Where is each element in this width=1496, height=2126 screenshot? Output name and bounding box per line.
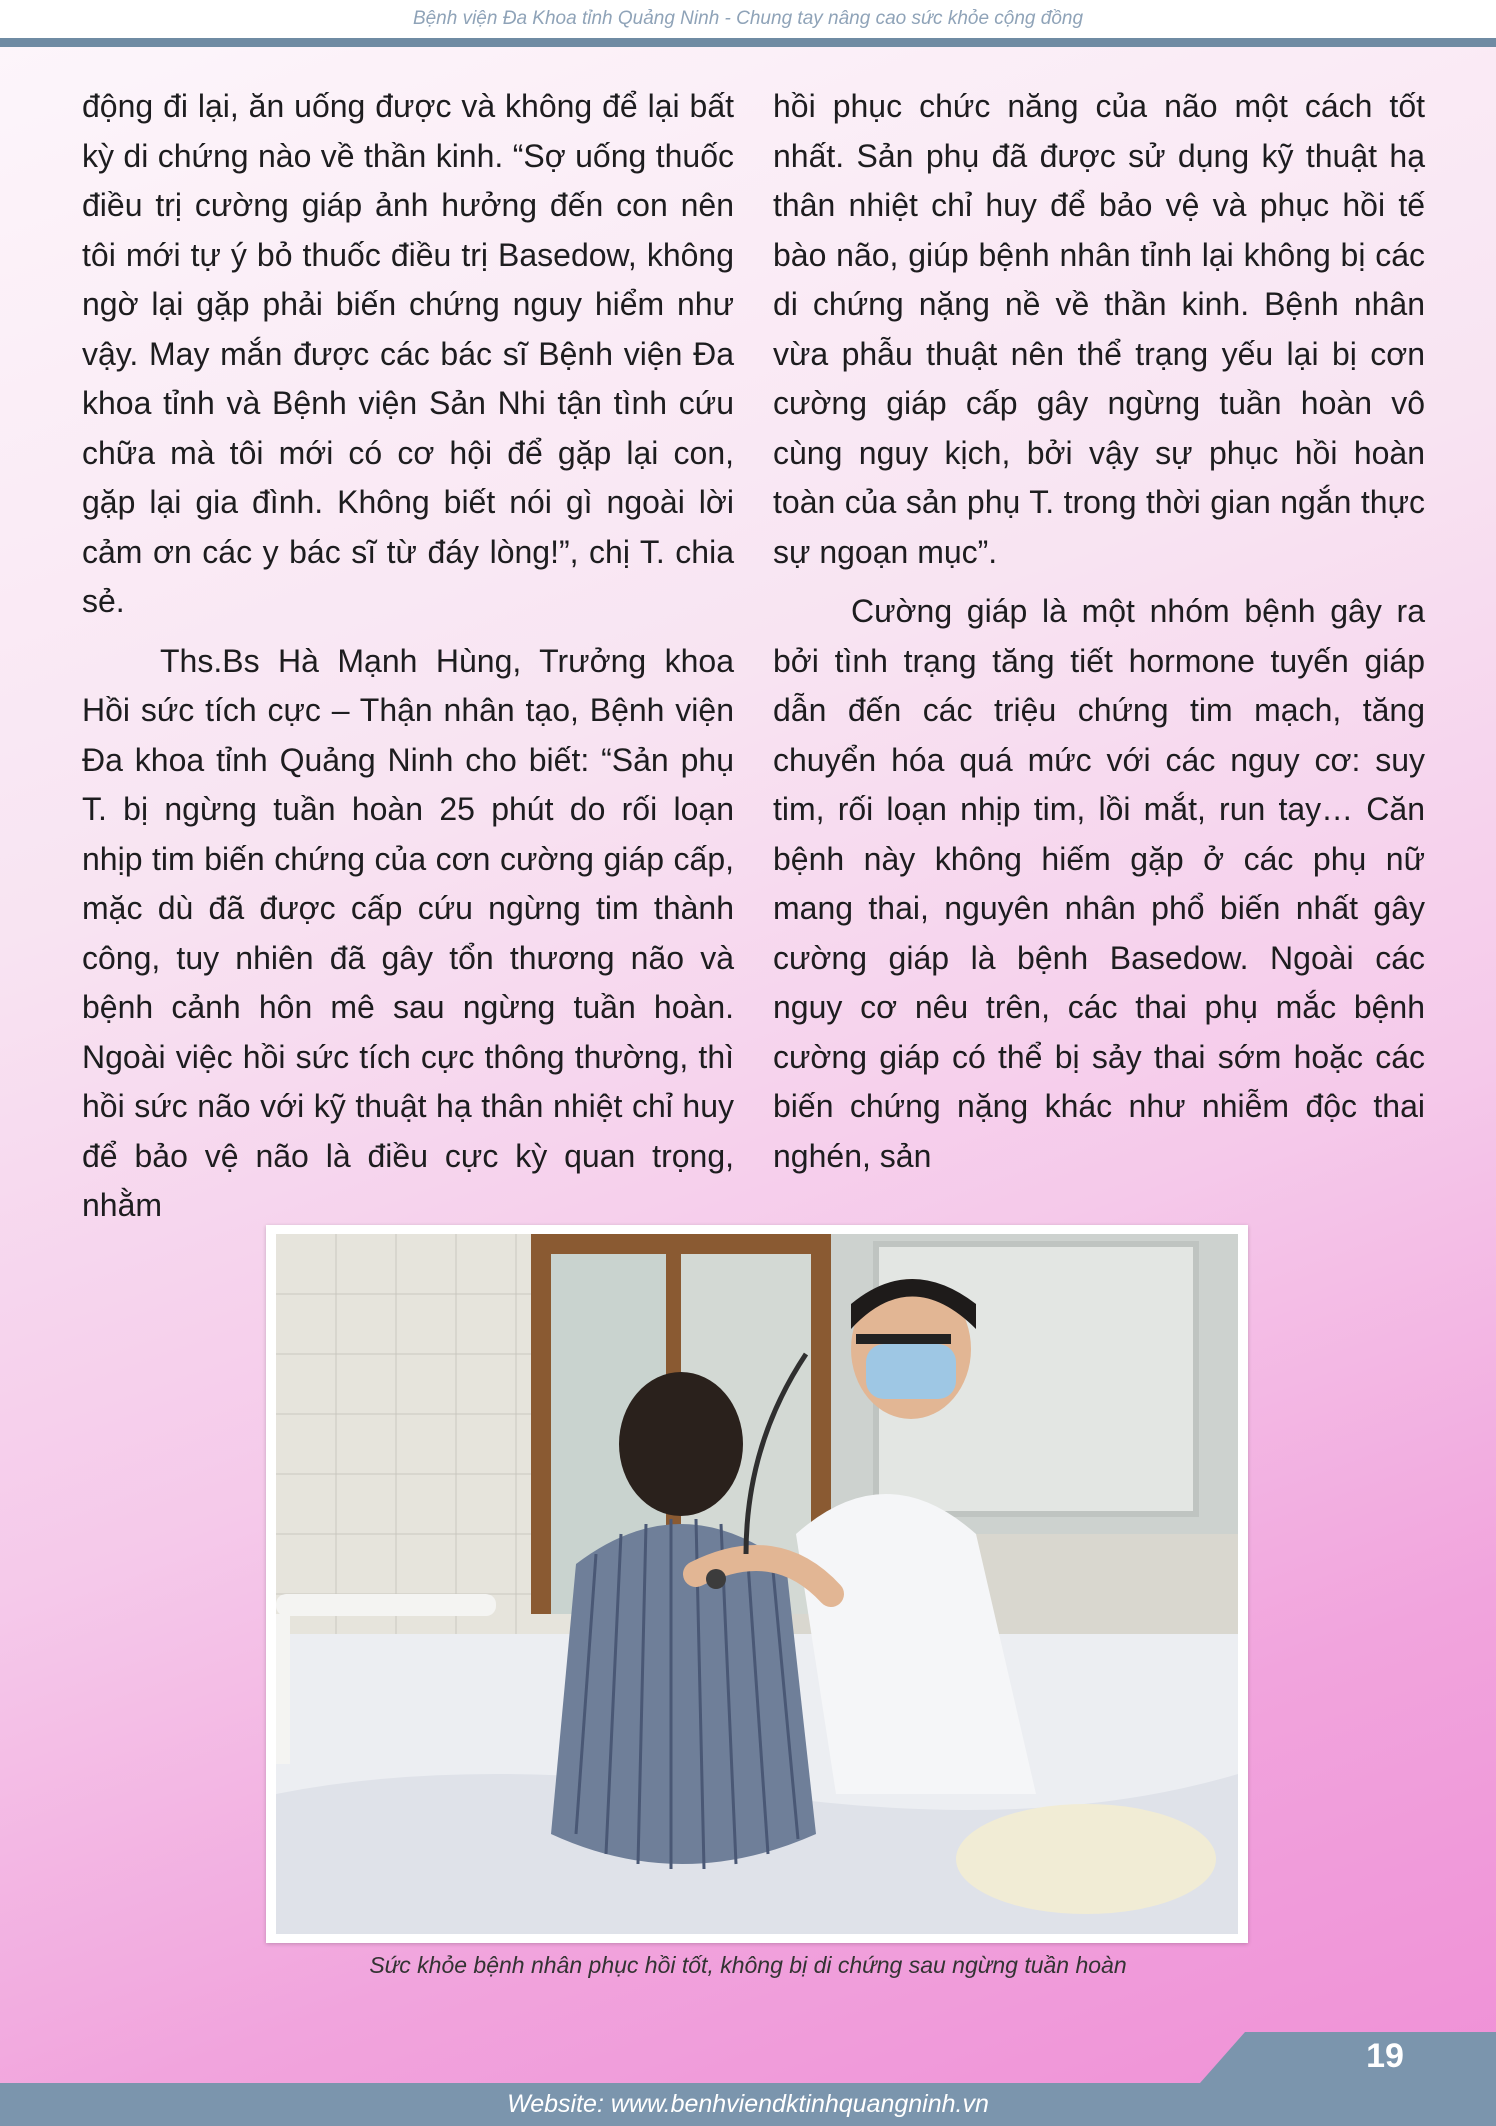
header-rule	[0, 38, 1496, 47]
page-header	[0, 0, 1496, 38]
paragraph: động đi lại, ăn uống được và không để lại bất kỳ di chứng nào về thần kinh. “Sợ uống thuốc điều trị cường giáp ảnh hưởng đến con nên tôi mới tự ý bỏ thuốc điều trị Basedow, không ngờ lại gặp phải biến chứng nguy hiểm như vậy. May mắn được các bác sĩ Bệnh viện Đa khoa tỉnh và Bệnh viện Sản Nhi tận tình cứu chữa mà tôi mới có cơ hội để gặp lại con, gặp lại gia đình. Không biết nói gì ngoài lời cảm ơn các y bác sĩ từ đáy lòng!”, chị T. chia sẻ.	[82, 88, 734, 619]
article-photo	[276, 1234, 1238, 1934]
photo-caption: Sức khỏe bệnh nhân phục hồi tốt, không bị di chứng sau ngừng tuần hoàn	[369, 1952, 1127, 1978]
page-number: 19	[1366, 2037, 1404, 2075]
header-title: Bệnh viện Đa Khoa tỉnh Quảng Ninh - Chung tay nâng cao sức khỏe cộng đồng	[412, 8, 1084, 29]
article-column-left	[82, 82, 734, 1231]
paragraph: Cường giáp là một nhóm bệnh gây ra bởi tình trạng tăng tiết hormone tuyến giáp dẫn đến các triệu chứng tim mạch, tăng chuyển hóa quá mức với các nguy cơ: suy tim, rối loạn nhịp tim, lồi mắt, run tay… Căn bệnh này không hiếm gặp ở các phụ nữ mang thai, nguyên nhân phổ biến nhất gây cường giáp là bệnh Basedow. Ngoài các nguy cơ nêu trên, các thai phụ mắc bệnh cường giáp có thể bị sảy thai sớm hoặc các biến chứng nặng khác như nhiễm độc thai nghén, sản	[773, 593, 1425, 1174]
photo-frame	[266, 1225, 1248, 1943]
paragraph: Ths.Bs Hà Mạnh Hùng, Trưởng khoa Hồi sức tích cực – Thận nhân tạo, Bệnh viện Đa khoa tỉnh Quảng Ninh cho biết: “Sản phụ T. bị ngừng tuần hoàn 25 phút do rối loạn nhịp tim biến chứng của cơn cường giáp cấp, mặc dù đã được cấp cứu ngừng tim thành công, tuy nhiên đã gây tổn thương não và bệnh cảnh hôn mê sau ngừng tuần hoàn. Ngoài việc hồi sức tích cực thông thường, thì hồi sức não với kỹ thuật hạ thân nhiệt chỉ huy để bảo vệ não là điều cực kỳ quan trọng, nhằm	[82, 642, 734, 1223]
paragraph: hồi phục chức năng của não một cách tốt nhất. Sản phụ đã được sử dụng kỹ thuật hạ thân nhiệt chỉ huy để bảo vệ và phục hồi tế bào não, giúp bệnh nhân tỉnh lại không bị các di chứng nặng nề về thần kinh. Bệnh nhân vừa phẫu thuật nên thể trạng yếu lại bị cơn cường giáp cấp gây ngừng tuần hoàn vô cùng nguy kịch, bởi vậy sự phục hồi hoàn toàn của sản phụ T. trong thời gian ngắn thực sự ngoạn mục”.	[773, 88, 1425, 570]
footer-website: Website: www.benhviendktinhquangninh.vn	[507, 2090, 989, 2118]
article-column-right	[773, 82, 1425, 1181]
